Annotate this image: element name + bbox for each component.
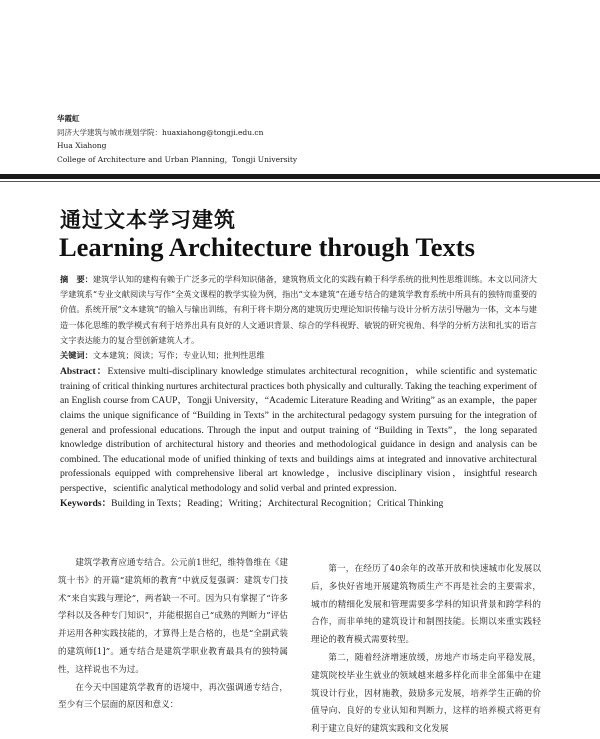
body-paragraph: 在今天中国建筑学教育的语境中，再次强调通专结合，至少有三个层面的原因和意义： <box>58 682 288 711</box>
body-paragraph: 建筑学教育应通专结合。公元前1世纪，维特鲁维在《建筑十书》的开篇“建筑师的教育”中就反复强调：建筑专门技术“来自实践与理论”，两者缺一不可。因为只有掌握了“许多学科以及各种专门知识”，并能根据自己“成熟的判断力”评估并运用各种实践技能的，才算得上是合格的，也是“全副武装的建筑师[1]”。通专结合是建筑学职业教育最具有的独特属性，这样说也不为过。 <box>58 558 288 675</box>
body-column-left <box>58 555 288 715</box>
abstract-label-en: Abstract： <box>60 366 108 378</box>
keywords-text-en: Building in Texts；Reading；Writing；Architectural Recognition；Critical Thinking <box>111 497 444 509</box>
abstract-label-cn: 摘 要： <box>60 274 93 284</box>
author-affiliation-en: College of Architecture and Urban Planning，Tongji University <box>57 154 298 164</box>
abstract-chinese <box>60 272 537 348</box>
header-rule-thin <box>0 181 600 182</box>
abstract-english <box>60 365 537 496</box>
author-affiliation-cn: 同济大学建筑与城市规划学院：huaxiahong@tongji.edu.cn <box>57 127 264 137</box>
keywords-english <box>60 497 537 512</box>
abstract-text-cn: 建筑学认知的建构有赖于广泛多元的学科知识储备，建筑物质文化的实践有赖于科学系统的批判性思维训练。本文以同济大学建筑系“专业文献阅读与写作”全英文课程的教学实验为例，指出“文本建筑”在通专结合的建筑学教育系统中所具有的独特而重要的价值。系统开展“文本建筑”的输入与输出训练，有利于将卡期分离的建筑历史理论知识传输与设计分析方法引导融为一体，文本与建造一体化思维的教学模式有利于培养出具有良好的人文通识背景、综合的学科视野、敏锐的研究视角、科学的分析方法和扎实的语言文字表达能力的复合型创新建筑人才。 <box>60 274 537 345</box>
keywords-chinese <box>60 348 537 363</box>
body-paragraph: 第一，在经历了40余年的改革开放和快速城市化发展以后，多快好省地开展建筑物质生产不再是社会的主要需求，城市的精细化发展和管理需要多学科的知识背景和跨学科的合作，而非单纯的建筑设计和制图技能。长期以来重实践轻理论的教育模式需要转型。 <box>311 564 541 646</box>
keywords-label-cn: 关键词： <box>60 350 93 361</box>
title-english: Learning Architecture through Texts <box>59 232 475 262</box>
author-name-cn: 华霞虹 <box>57 114 80 123</box>
title-chinese: 通过文本学习建筑 <box>60 208 236 232</box>
abstract-block <box>60 272 537 511</box>
body-column-right <box>311 561 541 739</box>
keywords-label-en: Keywords： <box>60 497 112 509</box>
keywords-text-cn: 文本建筑；阅读；写作；专业认知；批判性思维 <box>92 350 265 361</box>
header-rule-thick <box>0 174 600 179</box>
abstract-text-en: Extensive multi-disciplinary knowledge stimulates architectural recognition，while scientific and systematic training of critical thinking nurtures architectural practices both physically and culturally. Taking the teaching experiment of an English course from CAUP，Tongji University，“Academic Literature Reading and Writing” as an example，the paper claims the unique significance of “Building in Texts” in the architectural pedagogy system pursuing for the integration of general and professional educations. Through the input and output training of “Building in Texts”，the long separated knowledge distribution of architectural history and theories and methodological guidance in design and analysis can be combined. The educational mode of unified thinking of texts and buildings aims at integrated and innovative architectural professionals equipped with comprehensive liberal art knowledge，inclusive disciplinary vision，insightful research perspective，scientific analytical methodology and solid verbal and printed expression. <box>60 366 538 494</box>
body-paragraph: 第二，随着经济增速放缓，房地产市场走向平稳发展，建筑院校毕业生就业的领域越来越多样化而非全部集中在建筑设计行业，因材施教，鼓励多元发展，培养学生正确的价值导向、良好的专业认知和判断力，这样的培养模式将更有利于建立良好的建筑实践和文化发展 <box>311 652 541 735</box>
author-block <box>57 112 557 166</box>
author-name-en: Hua Xiahong <box>57 141 107 150</box>
